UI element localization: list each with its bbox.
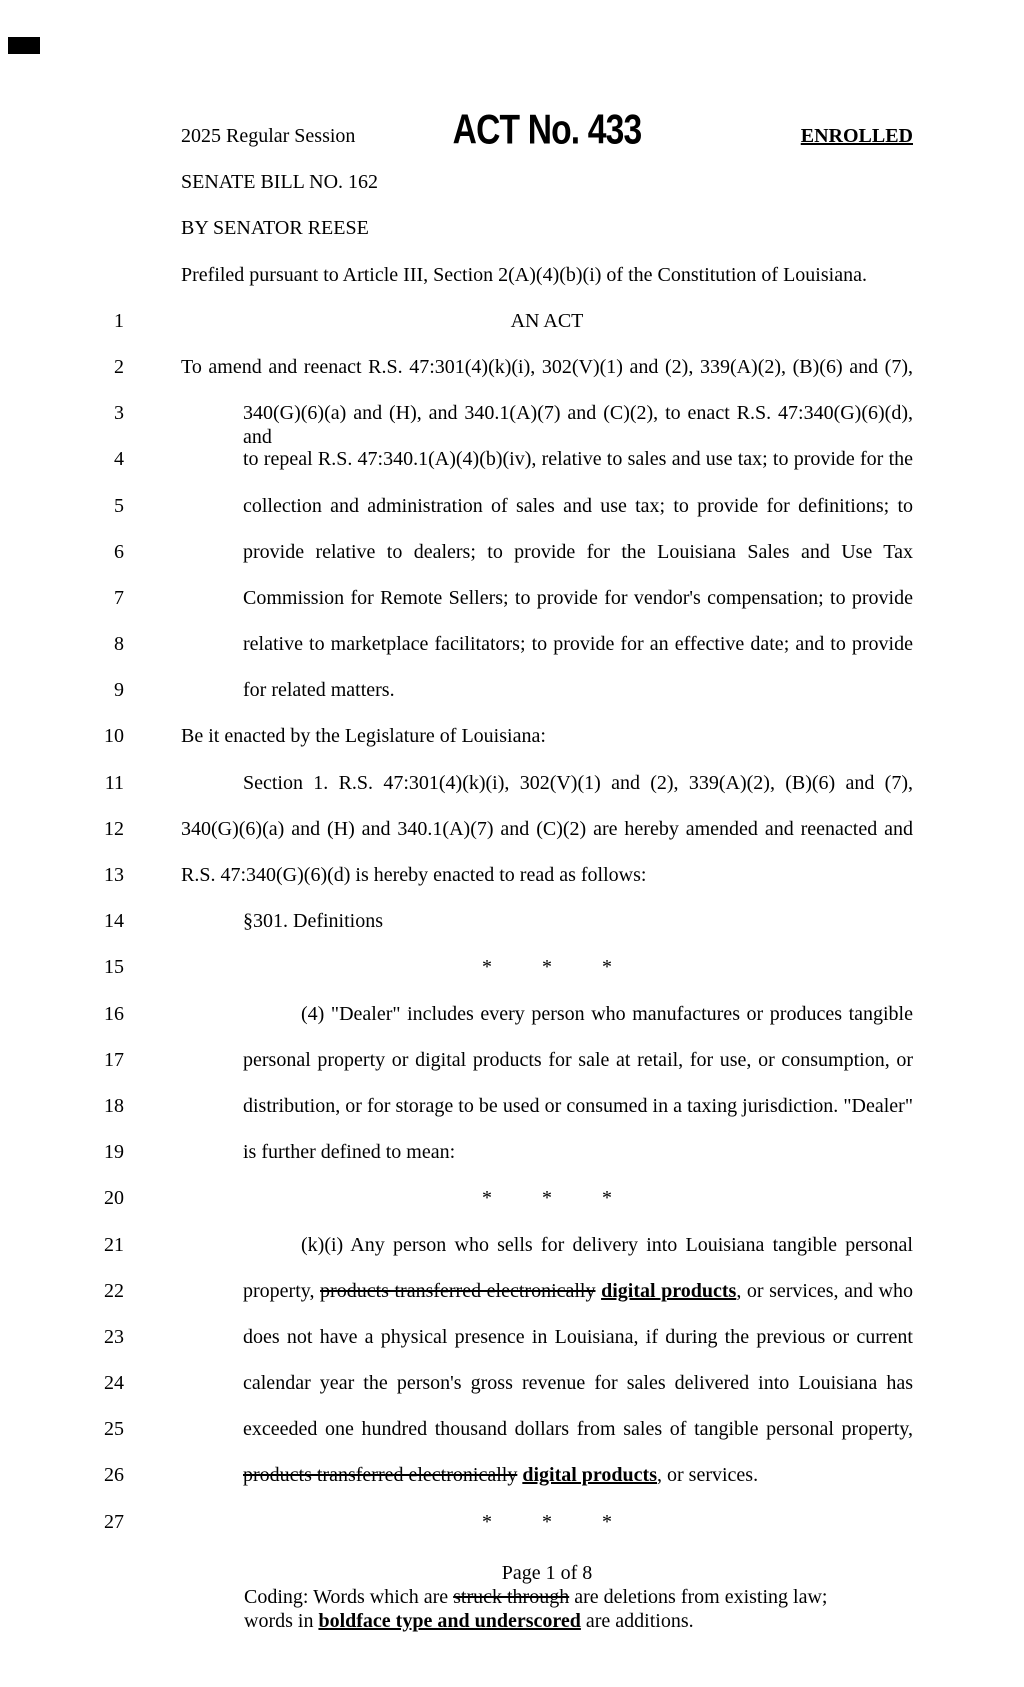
line-text — [243, 401, 913, 449]
bill-line-row — [104, 1371, 913, 1417]
bill-line-row — [104, 1463, 913, 1509]
line-number: 7 — [114, 586, 124, 609]
line-text — [243, 1094, 913, 1118]
line-text — [243, 771, 913, 795]
line-number: 18 — [104, 1094, 124, 1117]
line-number: 22 — [104, 1279, 124, 1302]
bill-line-row — [104, 1186, 913, 1232]
bill-line-row — [114, 494, 913, 540]
line-number: 19 — [104, 1141, 124, 1164]
text-segment: property, — [243, 1279, 321, 1302]
line-number: 3 — [114, 402, 124, 425]
line-number: 23 — [104, 1325, 124, 1348]
line-number: 4 — [114, 448, 124, 471]
asterisk-separator — [181, 955, 913, 979]
text-segment: , or services, and who — [736, 1279, 913, 1302]
prefiled-note: Prefiled pursuant to Article III, Section 2(A)(4)(b)(i) of the Constitution of Louisiana. — [181, 263, 867, 286]
line-number: 1 — [114, 309, 124, 332]
bill-line-row — [104, 1140, 913, 1186]
line-number: 5 — [114, 494, 124, 517]
text-segment: Coding: Words which are — [244, 1586, 454, 1608]
text-segment: to repeal R.S. 47:340.1(A)(4)(b)(iv), relative to sales and use tax; to provide for the — [243, 448, 913, 471]
line-number: 27 — [104, 1510, 124, 1533]
text-segment: are additions. — [580, 1609, 694, 1632]
line-text — [181, 355, 913, 379]
document-header-row — [181, 106, 913, 170]
line-text — [243, 1279, 913, 1303]
document-content — [104, 106, 913, 1556]
line-number: 15 — [104, 956, 124, 979]
bill-number-row — [181, 170, 913, 216]
coding-note-line1 — [244, 1586, 904, 1610]
line-text — [243, 1048, 913, 1072]
line-text — [243, 632, 913, 656]
bill-line-row — [104, 909, 913, 955]
line-number: 10 — [104, 725, 124, 748]
bill-line-row — [104, 1279, 913, 1325]
text-segment: personal property or digital products for sale at retail, for use, or consumption, or — [243, 1048, 913, 1071]
line-text — [243, 1325, 913, 1349]
line-number: 20 — [104, 1187, 124, 1210]
line-number: 14 — [104, 910, 124, 933]
line-number: 2 — [114, 355, 124, 378]
deleted-text: products transferred electronically — [320, 1279, 596, 1302]
line-number: 13 — [104, 864, 124, 886]
bill-line-row — [104, 817, 913, 863]
line-text — [181, 724, 913, 748]
line-number: 25 — [104, 1418, 124, 1441]
line-text — [243, 678, 913, 702]
text-segment: * * * — [482, 956, 612, 979]
text-segment: relative to marketplace facilitators; to provide for an effective date; and to provide — [243, 633, 913, 656]
bill-line-row — [104, 1325, 913, 1371]
line-number: 24 — [104, 1372, 124, 1395]
bill-line-row — [114, 355, 913, 401]
text-segment: AN ACT — [510, 309, 584, 332]
text-segment: 340(G)(6)(a) and (H) and 340.1(A)(7) and (C)(2) are hereby amended and reenacted and — [181, 817, 913, 840]
line-number: 26 — [104, 1464, 124, 1487]
prefiled-row — [181, 263, 913, 309]
text-segment: collection and administration of sales and use tax; to provide for definitions; to — [243, 494, 913, 517]
text-segment: words in — [244, 1609, 319, 1632]
text-segment: * * * — [482, 1510, 612, 1533]
line-text — [243, 1463, 913, 1487]
bill-line-row — [104, 1233, 913, 1279]
text-segment: §301. Definitions — [243, 910, 383, 933]
bill-line-row — [104, 1417, 913, 1463]
coding-note-line2 — [244, 1610, 904, 1634]
added-text: digital products — [601, 1279, 737, 1302]
line-number: 16 — [104, 1002, 124, 1025]
line-number: 8 — [114, 633, 124, 656]
added-text: boldface type and underscored — [318, 1609, 581, 1632]
bill-line-row — [114, 540, 913, 586]
text-segment: for related matters. — [243, 679, 395, 702]
line-text — [181, 309, 913, 333]
line-number: 12 — [104, 817, 124, 840]
bill-line-row — [114, 632, 913, 678]
line-text — [243, 909, 913, 933]
enrolled-status: ENROLLED — [800, 125, 913, 147]
line-text — [243, 1417, 913, 1441]
bill-line-row — [104, 1510, 913, 1556]
line-text — [181, 863, 913, 887]
page-number: Page 1 of 8 — [501, 1562, 593, 1584]
text-segment: To amend and reenact R.S. 47:301(4)(k)(i), 302(V)(1) and (2), 339(A)(2), (B)(6) and (7), — [181, 355, 913, 378]
scan-artifact-mark — [8, 37, 40, 54]
text-segment: Be it enacted by the Legislature of Louisiana: — [181, 725, 546, 748]
text-segment: (k)(i) Any person who sells for delivery into Louisiana tangible personal — [301, 1233, 913, 1256]
text-segment: 340(G)(6)(a) and (H), and 340.1(A)(7) and (C)(2), to enact R.S. 47:340(G)(6)(d), and — [243, 402, 913, 449]
text-segment: * * * — [482, 1187, 612, 1210]
line-text — [243, 586, 913, 610]
line-number: 21 — [104, 1233, 124, 1256]
line-number: 6 — [114, 540, 124, 563]
bill-line-row — [114, 678, 913, 724]
line-text — [181, 817, 913, 841]
bill-line-row — [104, 1002, 913, 1048]
line-text — [243, 1140, 913, 1164]
deleted-text: products transferred electronically — [243, 1464, 518, 1487]
coding-note — [244, 1586, 904, 1633]
bill-line-row — [104, 724, 913, 770]
line-number: 17 — [104, 1048, 124, 1071]
text-segment: are deletions from existing law; — [569, 1586, 828, 1608]
line-text — [243, 447, 913, 471]
bill-line-row — [104, 955, 913, 1001]
session-label: 2025 Regular Session — [181, 125, 356, 147]
bill-line-row — [114, 586, 913, 632]
line-text — [243, 540, 913, 564]
line-number: 9 — [114, 679, 124, 702]
bill-line-row — [114, 309, 913, 355]
text-segment: Section 1. R.S. 47:301(4)(k)(i), 302(V)(1) and (2), 339(A)(2), (B)(6) and (7), — [243, 771, 913, 794]
bill-line-row — [104, 1094, 913, 1140]
asterisk-separator — [181, 1510, 913, 1534]
text-segment: exceeded one hundred thousand dollars from sales of tangible personal property, — [243, 1418, 913, 1441]
asterisk-separator — [181, 1186, 913, 1210]
text-segment: calendar year the person's gross revenue for sales delivered into Louisiana has — [243, 1372, 913, 1395]
bill-line-row — [104, 863, 913, 909]
line-text — [301, 1233, 913, 1257]
bill-line-row — [114, 447, 913, 493]
bill-lines — [104, 309, 913, 1556]
bill-line-row — [104, 1048, 913, 1094]
bill-line-row — [104, 771, 913, 817]
line-text — [301, 1002, 913, 1026]
text-segment: , or services. — [657, 1464, 759, 1487]
act-number-title: ACT No. 433 — [452, 106, 642, 154]
text-segment: R.S. 47:340(G)(6)(d) is hereby enacted to read as follows: — [181, 864, 647, 886]
bill-number: SENATE BILL NO. 162 — [181, 171, 379, 194]
deleted-text: struck through — [453, 1586, 570, 1608]
line-number: 11 — [104, 771, 124, 794]
line-text — [243, 1371, 913, 1395]
line-text — [243, 494, 913, 518]
text-segment: does not have a physical presence in Louisiana, if during the previous or current — [243, 1325, 913, 1348]
added-text: digital products — [522, 1464, 657, 1487]
text-segment: Commission for Remote Sellers; to provide for vendor's compensation; to provide — [243, 586, 913, 609]
text-segment: provide relative to dealers; to provide for the Louisiana Sales and Use Tax — [243, 540, 913, 563]
text-segment: is further defined to mean: — [243, 1141, 456, 1164]
author-row — [181, 216, 913, 262]
text-segment: (4) "Dealer" includes every person who manufactures or produces tangible — [301, 1002, 913, 1025]
text-segment: distribution, or for storage to be used or consumed in a taxing jurisdiction. "Dealer" — [243, 1094, 913, 1117]
bill-author: BY SENATOR REESE — [181, 217, 369, 240]
bill-line-row — [114, 401, 913, 449]
